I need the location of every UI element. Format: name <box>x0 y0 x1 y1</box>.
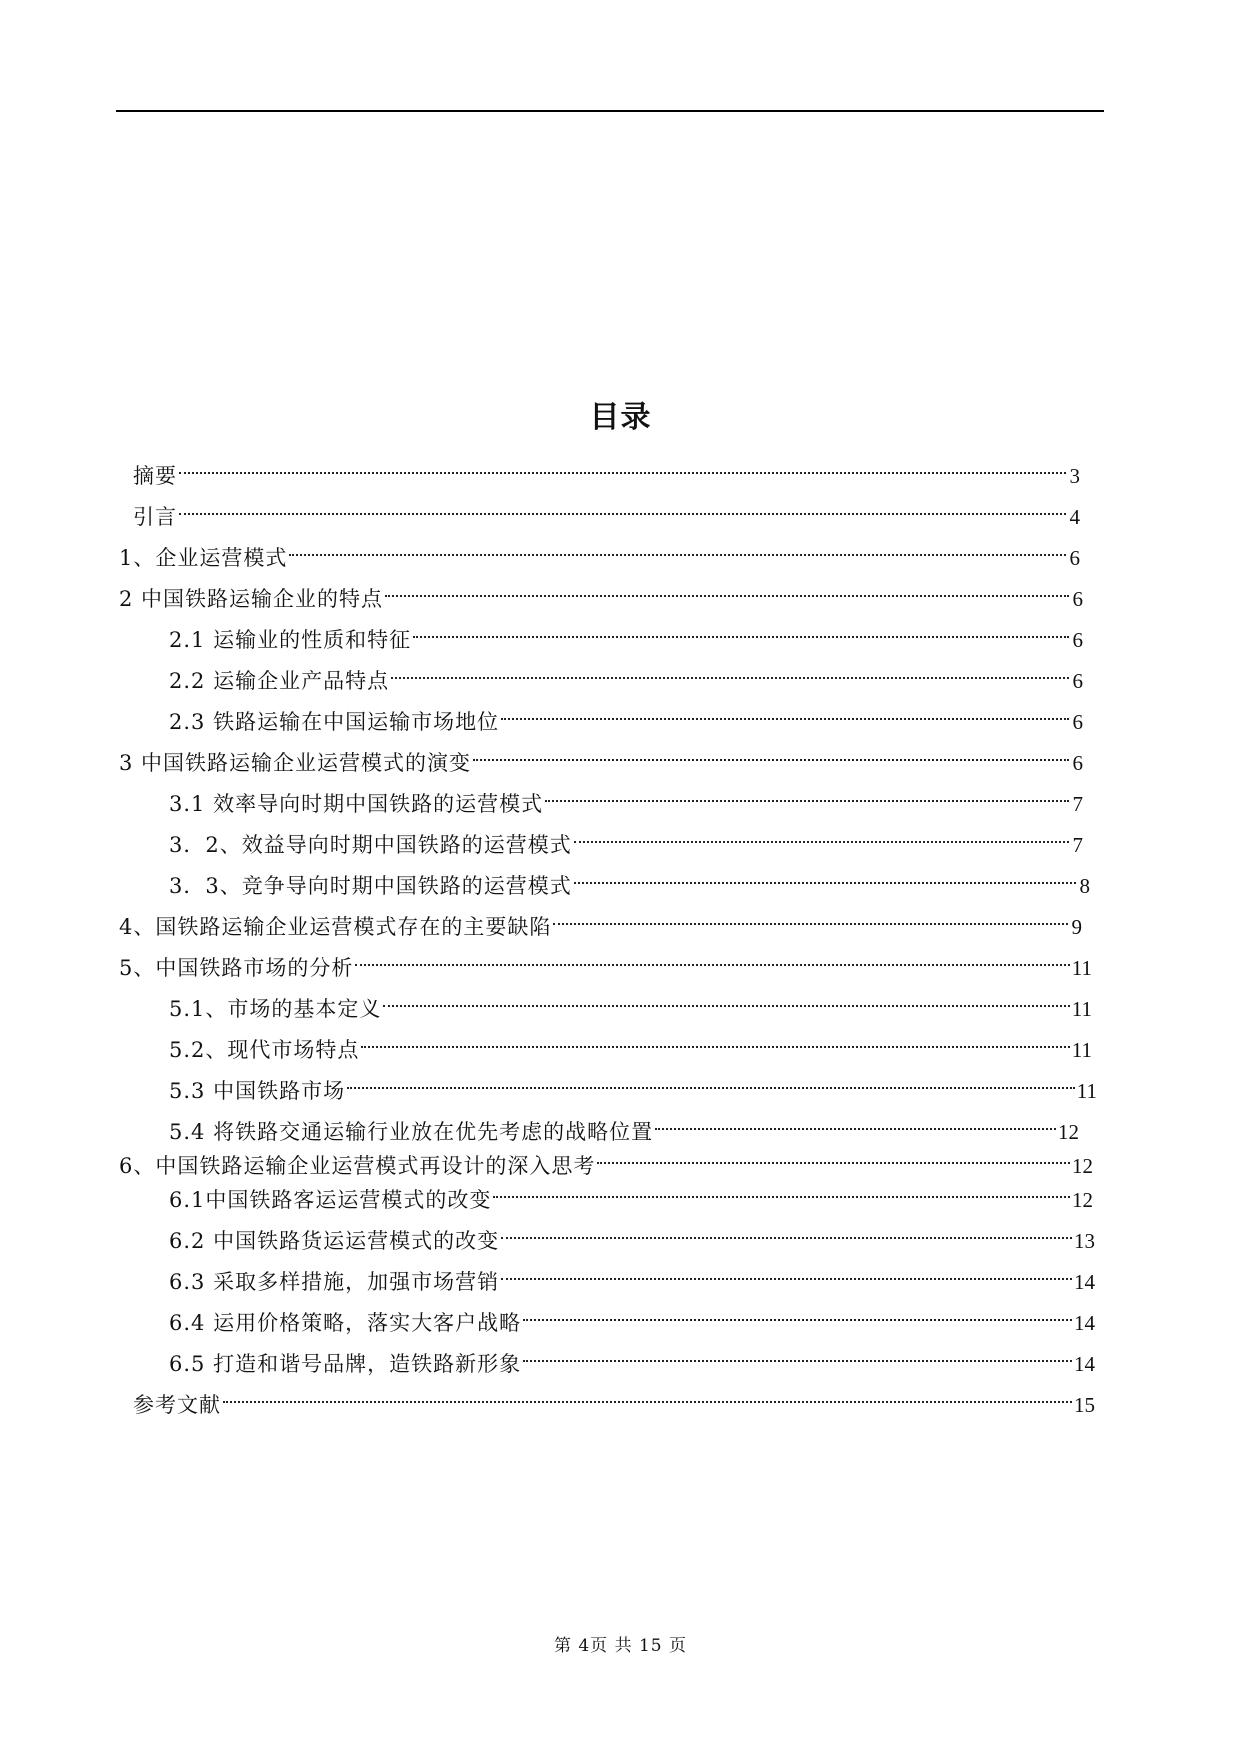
toc-entry-section-2-1[interactable] <box>169 617 1083 652</box>
toc-entry-page: 8 <box>1079 874 1090 898</box>
toc-entry-section-4[interactable] <box>119 904 1082 939</box>
toc-entry-section-6[interactable] <box>119 1143 1093 1178</box>
toc-entry-page: 9 <box>1071 915 1082 939</box>
toc-entry-page: 6 <box>1072 628 1083 652</box>
dot-leader <box>345 1068 1077 1098</box>
toc-entry-page: 11 <box>1071 1038 1092 1062</box>
dot-leader <box>381 986 1071 1016</box>
dot-leader <box>499 1259 1074 1289</box>
toc-entry-page: 6 <box>1072 710 1083 734</box>
toc-entry-label: 2.1 运输业的性质和特征 <box>169 628 412 652</box>
toc-entry-label: 5.3 中国铁路市场 <box>169 1079 346 1103</box>
toc-entry-page: 7 <box>1072 792 1083 816</box>
toc-entry-page: 6 <box>1069 546 1080 570</box>
dot-leader <box>499 1218 1074 1248</box>
toc-entry-section-6-5[interactable] <box>169 1341 1095 1376</box>
dot-leader <box>177 453 1068 483</box>
toc-entry-section-6-3[interactable] <box>169 1259 1095 1294</box>
toc-entry-label: 5.2、现代市场特点 <box>169 1038 360 1062</box>
toc-entry-section-6-2[interactable] <box>169 1218 1095 1253</box>
toc-entry-abstract[interactable] <box>133 453 1080 488</box>
toc-entry-label: 5、中国铁路市场的分析 <box>119 956 354 980</box>
toc-entry-label: 6.5 打造和谐号品牌，造铁路新形象 <box>169 1352 522 1376</box>
toc-entry-section-3-3[interactable] <box>169 863 1090 898</box>
toc-entry-section-6-4[interactable] <box>169 1300 1095 1335</box>
toc-entry-section-3[interactable] <box>119 740 1083 775</box>
toc-entry-section-5-1[interactable] <box>169 986 1092 1021</box>
dot-leader <box>471 740 1071 770</box>
toc-entry-label: 6、中国铁路运输企业运营模式再设计的深入思考 <box>119 1154 596 1178</box>
toc-entry-label: 3．2、效益导向时期中国铁路的运营模式 <box>169 833 572 857</box>
toc-entry-section-2-3[interactable] <box>169 699 1083 734</box>
toc-entry-label: 3.1 效率导向时期中国铁路的运营模式 <box>169 792 544 816</box>
dot-leader <box>543 781 1071 811</box>
toc-entry-label: 1、企业运营模式 <box>119 546 288 570</box>
dot-leader <box>383 576 1071 606</box>
toc-entry-label: 6.4 运用价格策略，落实大客户战略 <box>169 1311 522 1335</box>
toc-entry-references[interactable] <box>133 1382 1095 1417</box>
dot-leader <box>499 699 1071 729</box>
toc-entry-label: 参考文献 <box>133 1393 221 1417</box>
dot-leader <box>221 1382 1074 1412</box>
toc-entry-page: 14 <box>1074 1270 1095 1294</box>
page-footer: 第 4页 共 15 页 <box>553 1636 688 1656</box>
toc-entry-label: 摘要 <box>133 464 177 488</box>
dot-leader <box>353 945 1071 975</box>
toc-entry-section-5-3[interactable] <box>169 1068 1097 1103</box>
toc-entry-page: 7 <box>1072 833 1083 857</box>
toc-entry-section-2[interactable] <box>119 576 1083 611</box>
dot-leader <box>411 617 1071 647</box>
dot-leader <box>521 1341 1074 1371</box>
toc-entry-page: 12 <box>1072 1154 1093 1178</box>
toc-entry-label: 6.1中国铁路客运运营模式的改变 <box>169 1188 492 1212</box>
toc-entry-page: 14 <box>1074 1352 1095 1376</box>
toc-entry-page: 6 <box>1072 669 1083 693</box>
toc-entry-label: 引言 <box>133 505 177 529</box>
dot-leader <box>572 863 1078 893</box>
toc-entry-label: 3．3、竞争导向时期中国铁路的运营模式 <box>169 874 572 898</box>
toc-entry-section-3-2[interactable] <box>169 822 1083 857</box>
toc-entry-page: 4 <box>1069 505 1080 529</box>
toc-entry-label: 3 中国铁路运输企业运营模式的演变 <box>119 751 472 775</box>
toc-entry-page: 13 <box>1074 1229 1095 1253</box>
toc-entry-label: 6.2 中国铁路货运运营模式的改变 <box>169 1229 500 1253</box>
toc-entry-introduction[interactable] <box>133 494 1080 529</box>
toc-entry-label: 2.3 铁路运输在中国运输市场地位 <box>169 710 500 734</box>
toc-entry-page: 12 <box>1058 1120 1079 1144</box>
toc-entry-section-5-2[interactable] <box>169 1027 1092 1062</box>
toc-entry-section-1[interactable] <box>119 535 1080 570</box>
dot-leader <box>551 904 1070 934</box>
dot-leader <box>653 1109 1058 1139</box>
dot-leader <box>389 658 1071 688</box>
toc-entry-section-3-1[interactable] <box>169 781 1083 816</box>
toc-entry-page: 11 <box>1071 956 1092 980</box>
toc-entry-page: 14 <box>1074 1311 1095 1335</box>
toc-entry-label: 2.2 运输企业产品特点 <box>169 669 390 693</box>
toc-entry-page: 6 <box>1072 587 1083 611</box>
dot-leader <box>359 1027 1071 1057</box>
toc-entry-page: 3 <box>1069 464 1080 488</box>
toc-title: 目录 <box>589 400 652 435</box>
toc-entry-section-6-1[interactable] <box>169 1177 1093 1212</box>
dot-leader <box>595 1143 1072 1173</box>
toc-entry-label: 5.1、市场的基本定义 <box>169 997 382 1021</box>
toc-entry-page: 12 <box>1072 1188 1093 1212</box>
dot-leader <box>177 494 1068 524</box>
toc-entry-label: 4、国铁路运输企业运营模式存在的主要缺陷 <box>119 915 552 939</box>
dot-leader <box>572 822 1071 852</box>
toc-entry-section-2-2[interactable] <box>169 658 1083 693</box>
toc-entry-section-5-4[interactable] <box>169 1109 1079 1144</box>
toc-entry-section-5[interactable] <box>119 945 1092 980</box>
toc-entry-page: 6 <box>1072 751 1083 775</box>
toc-entry-page: 11 <box>1076 1079 1097 1103</box>
toc-entry-label: 6.3 采取多样措施，加强市场营销 <box>169 1270 500 1294</box>
toc-entry-page: 11 <box>1071 997 1092 1021</box>
toc-entry-label: 5.4 将铁路交通运输行业放在优先考虑的战略位置 <box>169 1120 654 1144</box>
toc-entry-page: 15 <box>1074 1393 1095 1417</box>
toc-entry-label: 2 中国铁路运输企业的特点 <box>119 587 384 611</box>
dot-leader <box>287 535 1068 565</box>
dot-leader <box>521 1300 1074 1330</box>
dot-leader <box>491 1177 1072 1207</box>
